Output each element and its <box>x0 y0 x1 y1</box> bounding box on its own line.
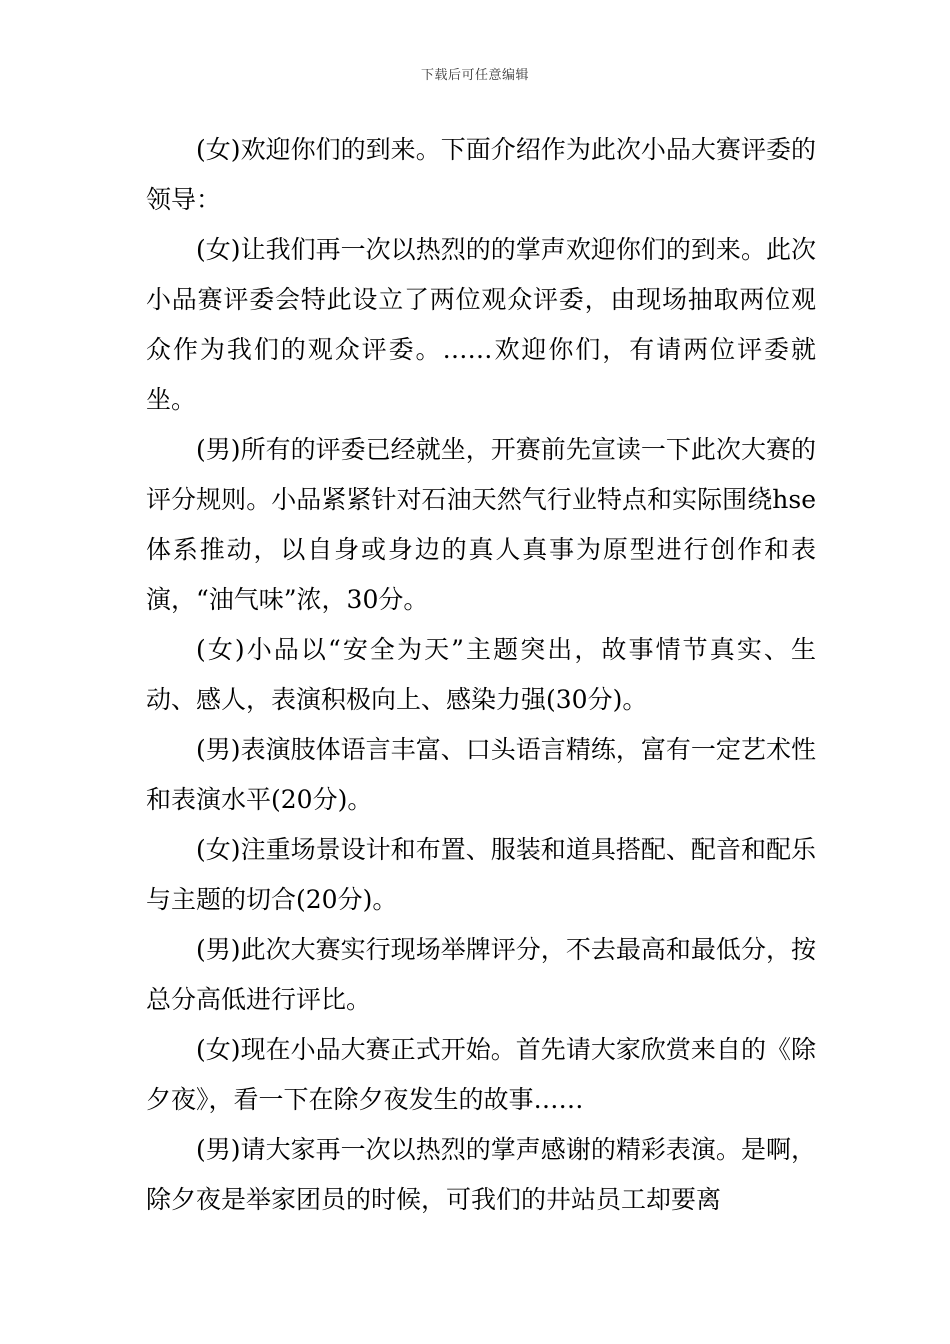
paragraph: (女)让我们再一次以热烈的的掌声欢迎你们的到来。此次小品赛评委会特此设立了两位观众评委，由现场抽取两位观众作为我们的观众评委。……欢迎你们，有请两位评委就坐。 <box>146 235 816 414</box>
paragraph: (男)请大家再一次以热烈的掌声感谢的精彩表演。是啊，除夕夜是举家团员的时候，可我们的井站员工却要离 <box>146 1135 816 1214</box>
paragraph: (女)欢迎你们的到来。下面介绍作为此次小品大赛评委的领导： <box>146 135 816 214</box>
paragraph: (女)现在小品大赛正式开始。首先请大家欣赏来自的《除夕夜》，看一下在除夕夜发生的故事…… <box>146 1035 816 1114</box>
header-note: 下载后可任意编辑 <box>420 68 529 83</box>
paragraph: (男)所有的评委已经就坐，开赛前先宣读一下此次大赛的评分规则。小品紧紧针对石油天然气行业特点和实际围绕hse体系推动，以自身或身边的真人真事为原型进行创作和表演，“油气味”浓，30分。 <box>146 435 816 614</box>
paragraph: (男)表演肢体语言丰富、口头语言精练，富有一定艺术性和表演水平(20分)。 <box>146 735 816 814</box>
paragraph: (女)注重场景设计和布置、服装和道具搭配、配音和配乐与主题的切合(20分)。 <box>146 835 816 914</box>
paragraph: (女)小品以“安全为天”主题突出，故事情节真实、生动、感人，表演积极向上、感染力强(30分)。 <box>146 635 816 714</box>
paragraph: (男)此次大赛实行现场举牌评分，不去最高和最低分，按总分高低进行评比。 <box>146 935 816 1014</box>
document-body <box>146 125 816 1225</box>
